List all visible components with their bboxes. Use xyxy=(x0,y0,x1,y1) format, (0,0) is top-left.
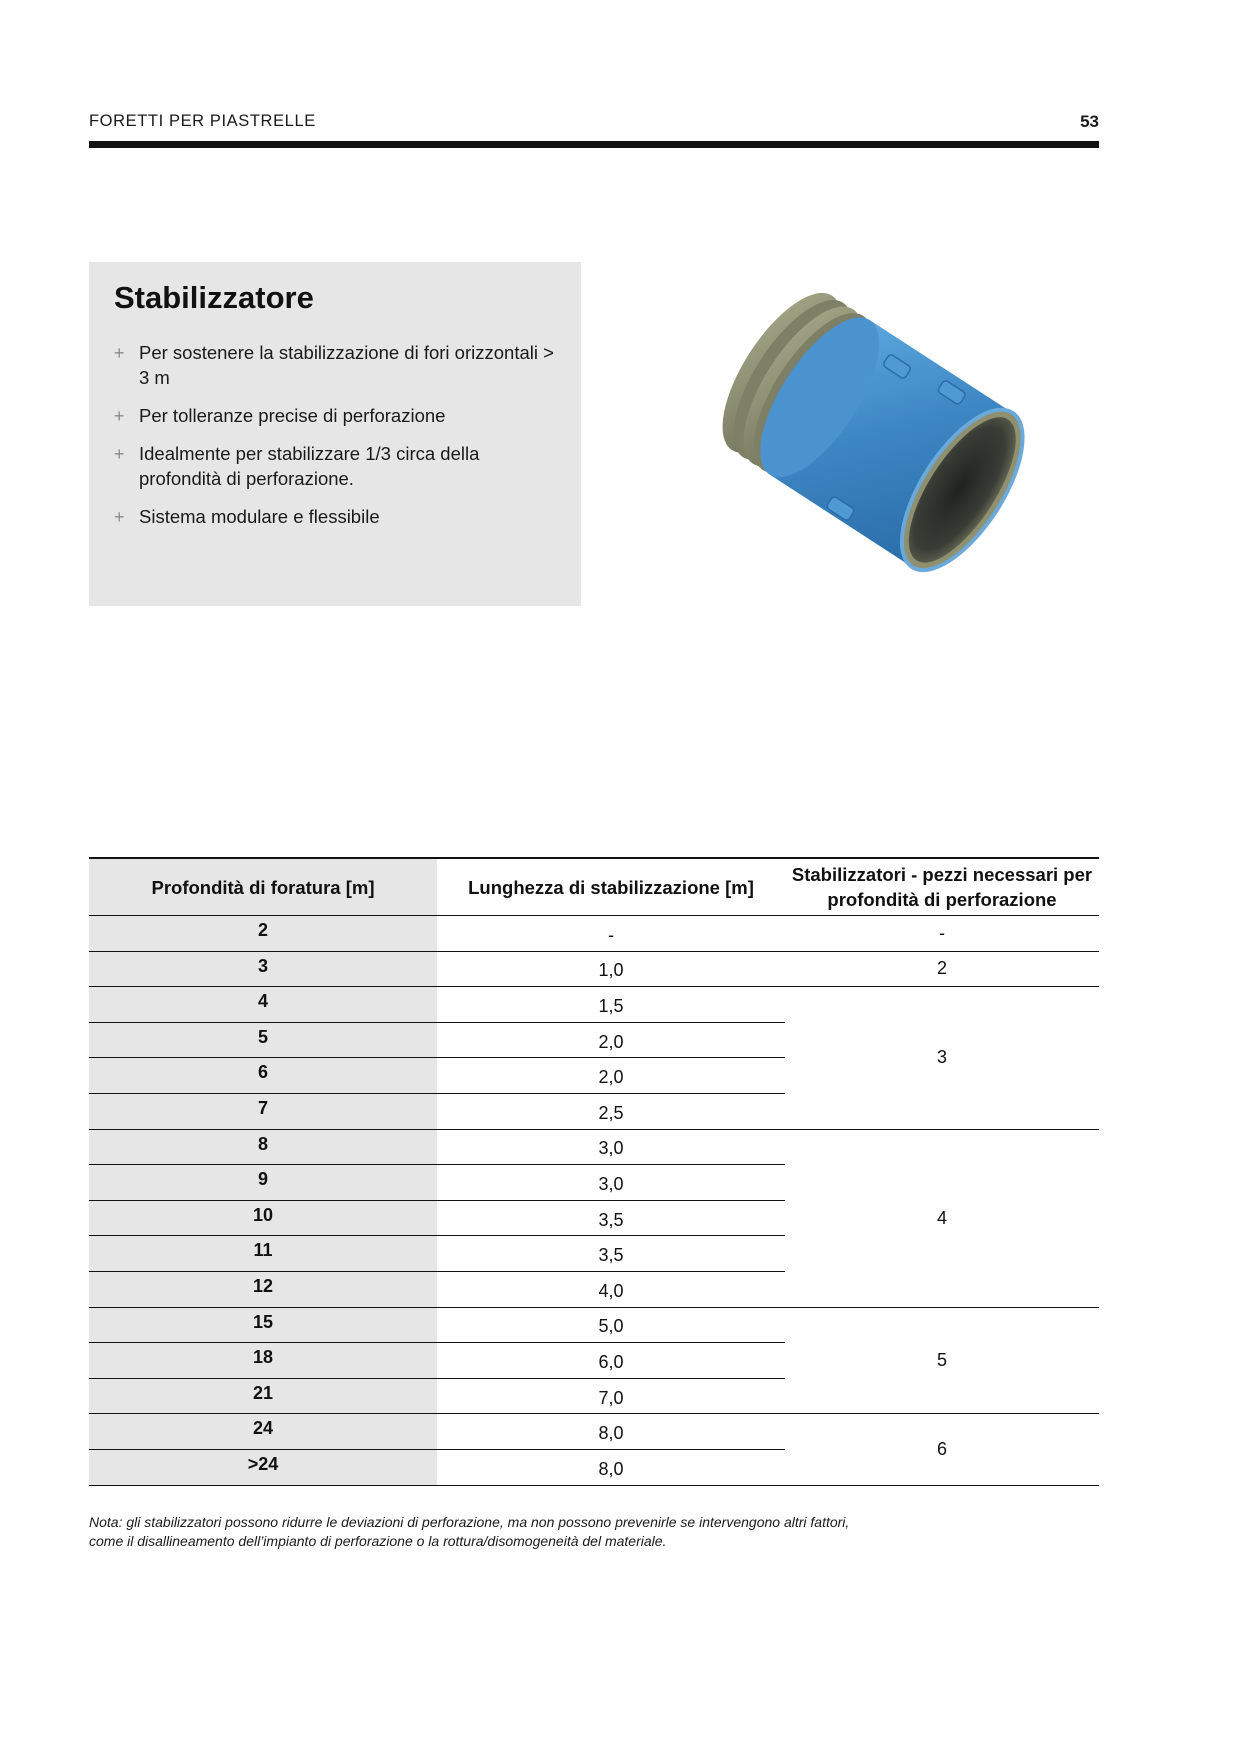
product-info-box xyxy=(89,262,581,606)
length-cell: 8,0 xyxy=(437,1414,785,1450)
length-cell: 3,5 xyxy=(437,1236,785,1272)
pieces-cell: 5 xyxy=(785,1307,1099,1414)
depth-cell: 12 xyxy=(89,1271,437,1307)
feature-item xyxy=(114,441,564,491)
pieces-cell: - xyxy=(785,916,1099,952)
depth-cell: 15 xyxy=(89,1307,437,1343)
length-cell: 1,0 xyxy=(437,951,785,987)
depth-cell: 21 xyxy=(89,1378,437,1414)
depth-cell: 5 xyxy=(89,1022,437,1058)
feature-text: Idealmente per stabilizzare 1/3 circa della profondità di perforazione. xyxy=(139,443,480,489)
feature-text: Per sostenere la stabilizzazione di fori orizzontali > 3 m xyxy=(139,342,554,388)
length-cell: 4,0 xyxy=(437,1271,785,1307)
depth-cell: 6 xyxy=(89,1058,437,1094)
column-header-length: Lunghezza di stabilizzazione [m] xyxy=(437,858,785,916)
plus-icon: + xyxy=(114,343,125,363)
depth-cell: 4 xyxy=(89,987,437,1023)
feature-list xyxy=(114,340,564,542)
table-row xyxy=(89,987,1099,1023)
feature-item xyxy=(114,504,564,529)
length-cell: - xyxy=(437,916,785,952)
length-cell: 7,0 xyxy=(437,1378,785,1414)
product-title: Stabilizzatore xyxy=(114,280,314,315)
column-header-depth: Profondità di foratura [m] xyxy=(89,858,437,916)
length-cell: 3,0 xyxy=(437,1129,785,1165)
length-cell: 1,5 xyxy=(437,987,785,1023)
table-row xyxy=(89,916,1099,952)
plus-icon: + xyxy=(114,507,125,527)
depth-cell: 11 xyxy=(89,1236,437,1272)
length-cell: 3,0 xyxy=(437,1165,785,1201)
plus-icon: + xyxy=(114,406,125,426)
depth-cell: 2 xyxy=(89,916,437,952)
page-number: 53 xyxy=(1080,112,1099,131)
feature-item xyxy=(114,403,564,428)
column-header-pieces: Stabilizzatori - pezzi necessari per profondità di perforazione xyxy=(785,858,1099,916)
feature-text: Sistema modulare e flessibile xyxy=(139,506,380,527)
pieces-cell: 3 xyxy=(785,987,1099,1129)
pieces-cell: 2 xyxy=(785,951,1099,987)
header-rule xyxy=(89,141,1099,148)
depth-cell: 3 xyxy=(89,951,437,987)
length-cell: 6,0 xyxy=(437,1343,785,1379)
length-cell: 2,0 xyxy=(437,1022,785,1058)
depth-cell: 7 xyxy=(89,1093,437,1129)
footnote-line: come il disallineamento dell’impianto di perforazione o la rottura/disomogeneità del materiale. xyxy=(89,1533,667,1549)
pieces-cell: 4 xyxy=(785,1129,1099,1307)
length-cell: 5,0 xyxy=(437,1307,785,1343)
page-header xyxy=(89,112,1099,134)
depth-cell: >24 xyxy=(89,1449,437,1485)
footnote-line: Nota: gli stabilizzatori possono ridurre le deviazioni di perforazione, ma non possono prevenirle se intervengono altri fattori, xyxy=(89,1514,850,1530)
table-row xyxy=(89,1129,1099,1165)
stabilizer-table xyxy=(89,857,1099,1486)
table-row xyxy=(89,951,1099,987)
length-cell: 3,5 xyxy=(437,1200,785,1236)
length-cell: 2,0 xyxy=(437,1058,785,1094)
depth-cell: 10 xyxy=(89,1200,437,1236)
table-row xyxy=(89,1307,1099,1343)
table-header-row xyxy=(89,858,1099,916)
pieces-cell: 6 xyxy=(785,1414,1099,1485)
table-row xyxy=(89,1414,1099,1450)
section-title: FORETTI PER PIASTRELLE xyxy=(89,112,316,130)
stabilizer-product-image xyxy=(670,255,1070,605)
length-cell: 8,0 xyxy=(437,1449,785,1485)
depth-cell: 8 xyxy=(89,1129,437,1165)
depth-cell: 9 xyxy=(89,1165,437,1201)
feature-text: Per tolleranze precise di perforazione xyxy=(139,405,446,426)
length-cell: 2,5 xyxy=(437,1093,785,1129)
feature-item xyxy=(114,340,564,390)
footnote xyxy=(89,1513,1099,1551)
depth-cell: 18 xyxy=(89,1343,437,1379)
plus-icon: + xyxy=(114,444,125,464)
depth-cell: 24 xyxy=(89,1414,437,1450)
